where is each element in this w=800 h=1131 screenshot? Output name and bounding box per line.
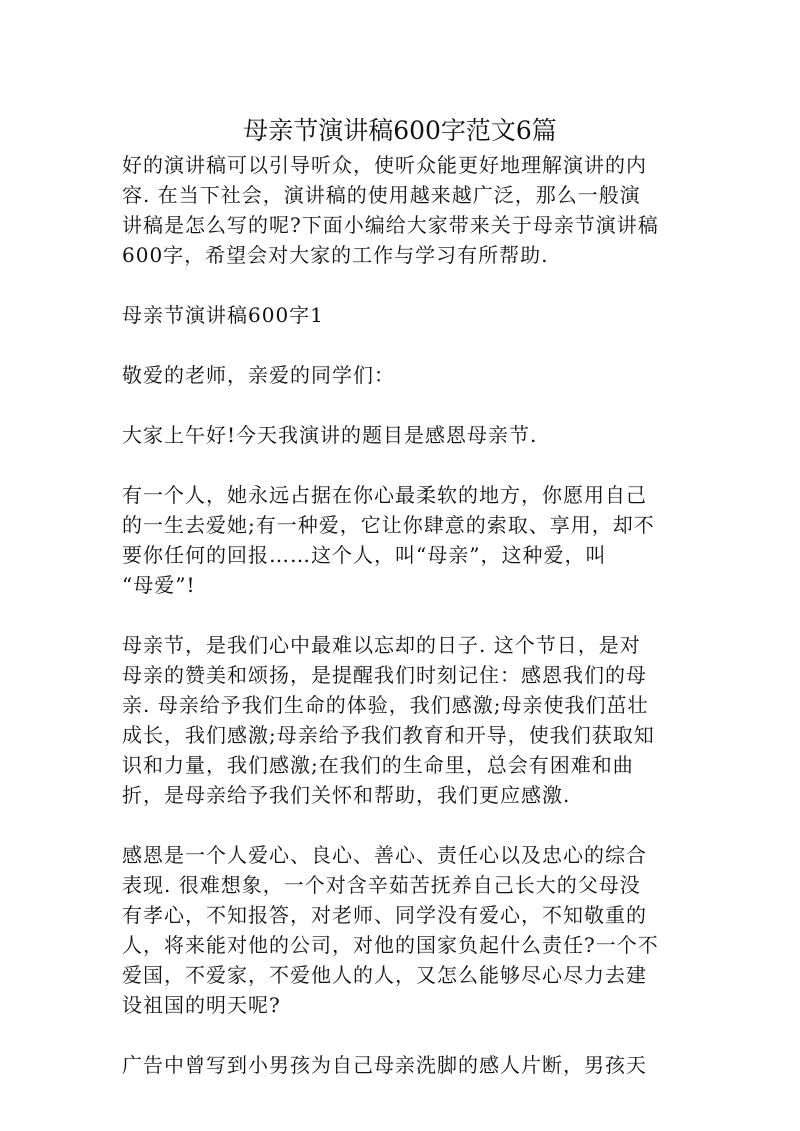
text-line: 亲. 母亲给予我们生命的体验，我们感激;母亲使我们茁壮 bbox=[122, 693, 649, 717]
text-line: 好的演讲稿可以引导听众，使听众能更好地理解演讲的内 bbox=[122, 153, 647, 177]
paragraph-salutation bbox=[122, 360, 682, 390]
text-line: 有孝心，不知报答，对老师、同学没有爱心，不知敬重的 bbox=[122, 903, 647, 927]
text-line: 母亲的赞美和颂扬，是提醒我们时刻记住：感恩我们的母 bbox=[122, 663, 647, 687]
text-line: 讲稿是怎么写的呢?下面小编给大家带来关于母亲节演讲稿 bbox=[122, 213, 659, 237]
paragraph-intro bbox=[122, 150, 682, 270]
paragraph-body bbox=[122, 630, 682, 810]
text-line: 母亲节演讲稿600字1 bbox=[122, 303, 324, 327]
text-line: 的一生去爱她;有一种爱，它让你肆意的索取、享用，却不 bbox=[122, 513, 655, 537]
text-line: 容. 在当下社会，演讲稿的使用越来越广泛，那么一般演 bbox=[122, 183, 641, 207]
section-heading bbox=[122, 300, 682, 330]
text-line: 有一个人，她永远占据在你心最柔软的地方，你愿用自己 bbox=[122, 483, 647, 507]
text-line: 设祖国的明天呢? bbox=[122, 993, 281, 1017]
document-title: 母亲节演讲稿600字范文6篇 bbox=[243, 116, 557, 145]
paragraph-body bbox=[122, 480, 682, 600]
document-body bbox=[122, 150, 682, 1110]
text-line: 表现. 很难想象，一个对含辛茹苦抚养自己长大的父母没 bbox=[122, 873, 641, 897]
text-line: 600字，希望会对大家的工作与学习有所帮助. bbox=[122, 243, 549, 267]
paragraph-greeting bbox=[122, 420, 682, 450]
text-line: 折，是母亲给予我们关怀和帮助，我们更应感激. bbox=[122, 783, 571, 807]
text-line: 爱国，不爱家，不爱他人的人，又怎么能够尽心尽力去建 bbox=[122, 963, 647, 987]
text-line: 大家上午好!今天我演讲的题目是感恩母亲节. bbox=[122, 423, 538, 447]
text-line: 敬爱的老师，亲爱的同学们： bbox=[122, 363, 395, 387]
text-line: 成长，我们感激;母亲给予我们教育和开导，使我们获取知 bbox=[122, 723, 655, 747]
text-line: 广告中曾写到小男孩为自己母亲洗脚的感人片断，男孩天 bbox=[122, 1053, 647, 1077]
text-line: 人，将来能对他的公司，对他的国家负起什么责任?一个不 bbox=[122, 933, 659, 957]
paragraph-body bbox=[122, 840, 682, 1020]
text-line: 母亲节，是我们心中最难以忘却的日子. 这个节日，是对 bbox=[122, 633, 641, 657]
text-line: 识和力量，我们感激;在我们的生命里，总会有困难和曲 bbox=[122, 753, 634, 777]
text-line: “母爱”! bbox=[122, 573, 196, 597]
paragraph-body bbox=[122, 1050, 682, 1080]
text-line: 要你任何的回报……这个人，叫“母亲”，这种爱，叫 bbox=[122, 543, 607, 567]
text-line: 感恩是一个人爱心、良心、善心、责任心以及忠心的综合 bbox=[122, 843, 647, 867]
